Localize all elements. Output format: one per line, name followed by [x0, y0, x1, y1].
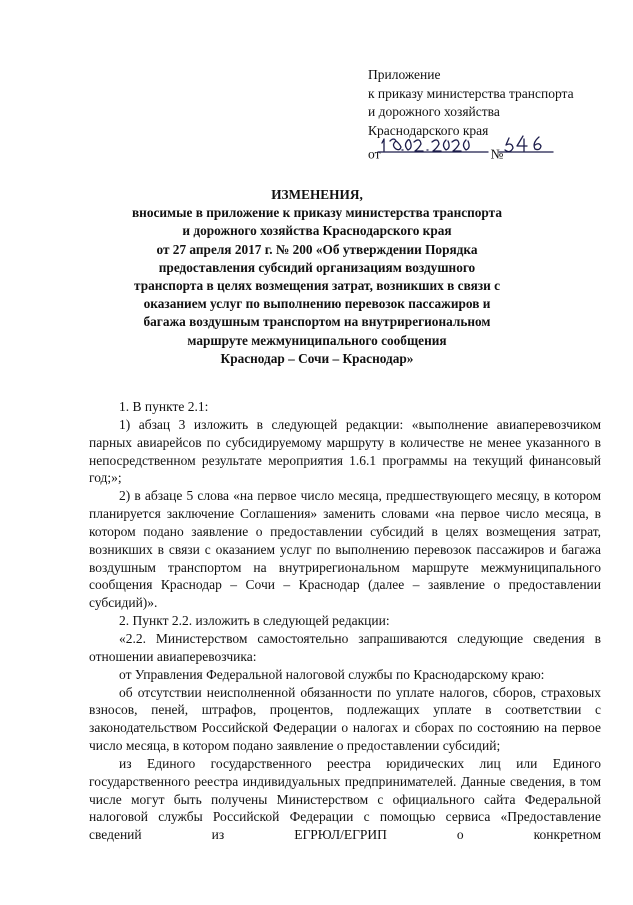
appendix-line-2: к приказу министерства транспорта [368, 85, 574, 101]
order-date-line [368, 140, 574, 164]
number-prefix: № [490, 146, 504, 162]
handwritten-number-signature [501, 131, 571, 157]
appendix-block [368, 66, 574, 165]
appendix-line-4: Краснодарского края [368, 122, 489, 138]
paragraph-5: «2.2. Министерством самостоятельно запрашиваются следующие сведения в отношении авиаперевозчика: [89, 630, 601, 664]
paragraph-7: об отсутствии неисполненной обязанности по уплате налогов, сборов, страховых взносов, пеней, штрафов, процентов, подлежащих уплате в соответствии с законодательством Российской Федерации о налогах и сборах по состоянию на первое число месяца, в котором подано заявление о предоставлении субсидий; [89, 684, 601, 754]
paragraph-8: из Единого государственного реестра юридических лиц или Единого государственного реестра индивидуальных предпринимателей. Данные сведения, в том числе могут быть получены Министерством с официального сайта Федеральной налоговой службы Российской Федерации с помощью сервиса «Предоставление сведений из ЕГРЮЛ/ЕГРИП о конкретном [89, 755, 601, 843]
title-line: предоставления субсидий организациям воздушного [158, 259, 476, 275]
title-heading: ИЗМЕНЕНИЯ, [271, 187, 363, 202]
date-prefix: от [368, 146, 381, 162]
title-line: Краснодар – Сочи – Краснодар» [220, 350, 414, 366]
paragraph-1: 1. В пункте 2.1: [119, 399, 209, 414]
appendix-line-3: и дорожного хозяйства [368, 104, 500, 120]
title-line: вносимые в приложение к приказу министерства транспорта [131, 205, 502, 221]
appendix-line-1: Приложение [368, 67, 441, 82]
paragraph-2: 1) абзац 3 изложить в следующей редакции: «выполнение авиаперевозчиком парных авиарейсов по субсидируемому маршруту в количестве не менее указанного в непосредственном результате мероприятия 1.6.1 программы на текущий финансовый год;»; [89, 416, 601, 486]
paragraph-3: 2) в абзаце 5 слова «на первое число месяца, предшествующего месяцу, в котором планируется заключение Соглашения» заменить словами «на первое число месяца, в котором подано заявление о предоставлении субсидий в целях возмещения затрат, возникших в связи с оказанием услуг по выполнению перевозок пассажиров и багажа воздушным транспортом на внутрирегиональном маршруте межмуниципального сообщения Краснодар – Сочи – Краснодар (далее – заявление о предоставлении субсидий)». [89, 488, 601, 611]
title-line: оказанием услуг по выполнению перевозок пассажиров и [143, 296, 491, 312]
title-line: и дорожного хозяйства Краснодарского края [182, 223, 452, 239]
title-line: транспорта в целях возмещения затрат, возникших в связи с [134, 278, 500, 294]
document-title [100, 186, 534, 368]
document-body [89, 398, 601, 844]
paragraph-6: от Управления Федеральной налоговой службы по Краснодарскому краю: [119, 666, 545, 682]
paragraph-4: 2. Пункт 2.2. изложить в следующей редакции: [119, 613, 390, 629]
title-line: багажа воздушным транспортом на внутрирегиональном [143, 314, 491, 330]
handwritten-date-signature [378, 131, 490, 157]
title-line: от 27 апреля 2017 г. № 200 «Об утверждении Порядка [156, 241, 478, 257]
title-line: маршруте межмуниципального сообщения [187, 332, 447, 348]
